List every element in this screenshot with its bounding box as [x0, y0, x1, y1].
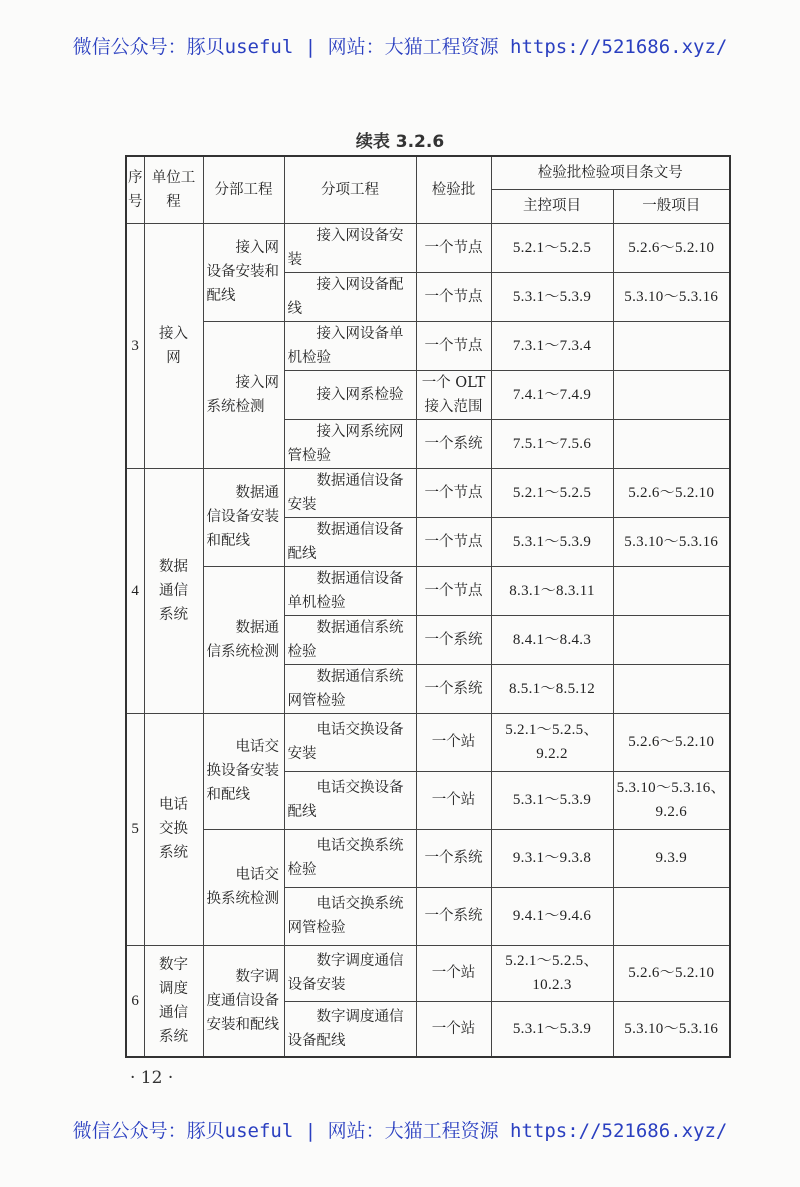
table-title: 续表 3.2.6: [355, 132, 445, 152]
main-control-clauses: 5.3.1～5.3.9: [491, 272, 613, 321]
watermark-top: 微信公众号：豚贝useful | 网站：大猫工程资源 https://521686.xyz/: [72, 36, 728, 58]
table-row: [126, 713, 730, 771]
main-control-clauses: 7.3.1～7.3.4: [491, 321, 613, 370]
header-clauses: 检验批检验项目条文号: [491, 156, 730, 189]
main-control-clauses: 5.3.1～5.3.9: [491, 517, 613, 566]
group-number: 3: [126, 223, 144, 468]
main-control-clauses: 9.4.1～9.4.6: [491, 887, 613, 945]
inspection-batch: 一个系统: [416, 829, 491, 887]
table-row: [126, 321, 730, 370]
unit-project: 数据通信系统: [144, 468, 203, 713]
subitem-project: 接入网设备安装: [284, 223, 416, 272]
main-control-clauses: 5.3.1～5.3.9: [491, 771, 613, 829]
general-clauses: 5.2.6～5.2.10: [613, 713, 730, 771]
general-clauses: 5.2.6～5.2.10: [613, 223, 730, 272]
main-control-clauses: 8.5.1～8.5.12: [491, 664, 613, 713]
inspection-batch: 一个节点: [416, 321, 491, 370]
subitem-project: 接入网设备配线: [284, 272, 416, 321]
subitem-project: 数据通信系统网管检验: [284, 664, 416, 713]
main-control-clauses: 7.4.1～7.4.9: [491, 370, 613, 419]
subitem-project: 数据通信设备配线: [284, 517, 416, 566]
general-clauses: [613, 370, 730, 419]
table-row: [126, 468, 730, 517]
division-project: 数据通信系统检测: [203, 566, 284, 713]
general-clauses: 5.3.10～5.3.16、9.2.6: [613, 771, 730, 829]
division-project: 数据通信设备安装和配线: [203, 468, 284, 566]
general-clauses: [613, 419, 730, 468]
inspection-batch: 一个节点: [416, 468, 491, 517]
unit-project: 数字调度通信系统: [144, 945, 203, 1057]
inspection-batch: 一个节点: [416, 272, 491, 321]
subitem-project: 数字调度通信设备配线: [284, 1001, 416, 1057]
inspection-batch: 一个系统: [416, 664, 491, 713]
subitem-project: 电话交换系统检验: [284, 829, 416, 887]
unit-project: 电话交换系统: [144, 713, 203, 945]
table-row: [126, 829, 730, 887]
table-row: [126, 223, 730, 272]
main-control-clauses: 5.2.1～5.2.5、9.2.2: [491, 713, 613, 771]
header-division: 分部工程: [203, 156, 284, 223]
general-clauses: 9.3.9: [613, 829, 730, 887]
subitem-project: 电话交换设备安装: [284, 713, 416, 771]
inspection-table: [125, 155, 731, 1058]
inspection-batch: 一个 OLT 接入范围: [416, 370, 491, 419]
general-clauses: 5.3.10～5.3.16: [613, 1001, 730, 1057]
inspection-batch: 一个节点: [416, 223, 491, 272]
inspection-batch: 一个系统: [416, 615, 491, 664]
header-subitem: 分项工程: [284, 156, 416, 223]
division-project: 接入网设备安装和配线: [203, 223, 284, 321]
subitem-project: 接入网设备单机检验: [284, 321, 416, 370]
subitem-project: 接入网系检验: [284, 370, 416, 419]
subitem-project: 电话交换设备配线: [284, 771, 416, 829]
subitem-project: 接入网系统网管检验: [284, 419, 416, 468]
inspection-batch: 一个站: [416, 713, 491, 771]
general-clauses: [613, 566, 730, 615]
inspection-batch: 一个站: [416, 771, 491, 829]
main-control-clauses: 5.2.1～5.2.5: [491, 223, 613, 272]
page-number: · 12 ·: [130, 1068, 174, 1088]
general-clauses: 5.3.10～5.3.16: [613, 517, 730, 566]
division-project: 电话交换设备安装和配线: [203, 713, 284, 829]
general-clauses: [613, 321, 730, 370]
general-clauses: [613, 664, 730, 713]
header-batch: 检验批: [416, 156, 491, 223]
watermark-bottom: 微信公众号：豚贝useful | 网站：大猫工程资源 https://521686.xyz/: [72, 1120, 728, 1142]
subitem-project: 电话交换系统网管检验: [284, 887, 416, 945]
main-control-clauses: 5.3.1～5.3.9: [491, 1001, 613, 1057]
division-project: 电话交换系统检测: [203, 829, 284, 945]
group-number: 6: [126, 945, 144, 1057]
general-clauses: 5.2.6～5.2.10: [613, 468, 730, 517]
header-general: 一般项目: [613, 189, 730, 223]
general-clauses: [613, 887, 730, 945]
main-control-clauses: 8.4.1～8.4.3: [491, 615, 613, 664]
inspection-batch: 一个站: [416, 1001, 491, 1057]
unit-project: 接入网: [144, 223, 203, 468]
table-row: [126, 566, 730, 615]
subitem-project: 数据通信系统检验: [284, 615, 416, 664]
main-control-clauses: 5.2.1～5.2.5、10.2.3: [491, 945, 613, 1001]
general-clauses: 5.2.6～5.2.10: [613, 945, 730, 1001]
general-clauses: [613, 615, 730, 664]
inspection-batch: 一个站: [416, 945, 491, 1001]
group-number: 5: [126, 713, 144, 945]
header-no: 序号: [126, 156, 144, 223]
inspection-batch: 一个节点: [416, 517, 491, 566]
main-control-clauses: 7.5.1～7.5.6: [491, 419, 613, 468]
table-row: [126, 945, 730, 1001]
inspection-batch: 一个系统: [416, 419, 491, 468]
main-control-clauses: 9.3.1～9.3.8: [491, 829, 613, 887]
subitem-project: 数据通信设备单机检验: [284, 566, 416, 615]
inspection-batch: 一个系统: [416, 887, 491, 945]
group-number: 4: [126, 468, 144, 713]
header-main: 主控项目: [491, 189, 613, 223]
main-control-clauses: 5.2.1～5.2.5: [491, 468, 613, 517]
subitem-project: 数据通信设备安装: [284, 468, 416, 517]
header-unit: 单位工程: [144, 156, 203, 223]
subitem-project: 数字调度通信设备安装: [284, 945, 416, 1001]
division-project: 数字调度通信设备安装和配线: [203, 945, 284, 1057]
inspection-batch: 一个节点: [416, 566, 491, 615]
division-project: 接入网系统检测: [203, 321, 284, 468]
main-control-clauses: 8.3.1～8.3.11: [491, 566, 613, 615]
general-clauses: 5.3.10～5.3.16: [613, 272, 730, 321]
